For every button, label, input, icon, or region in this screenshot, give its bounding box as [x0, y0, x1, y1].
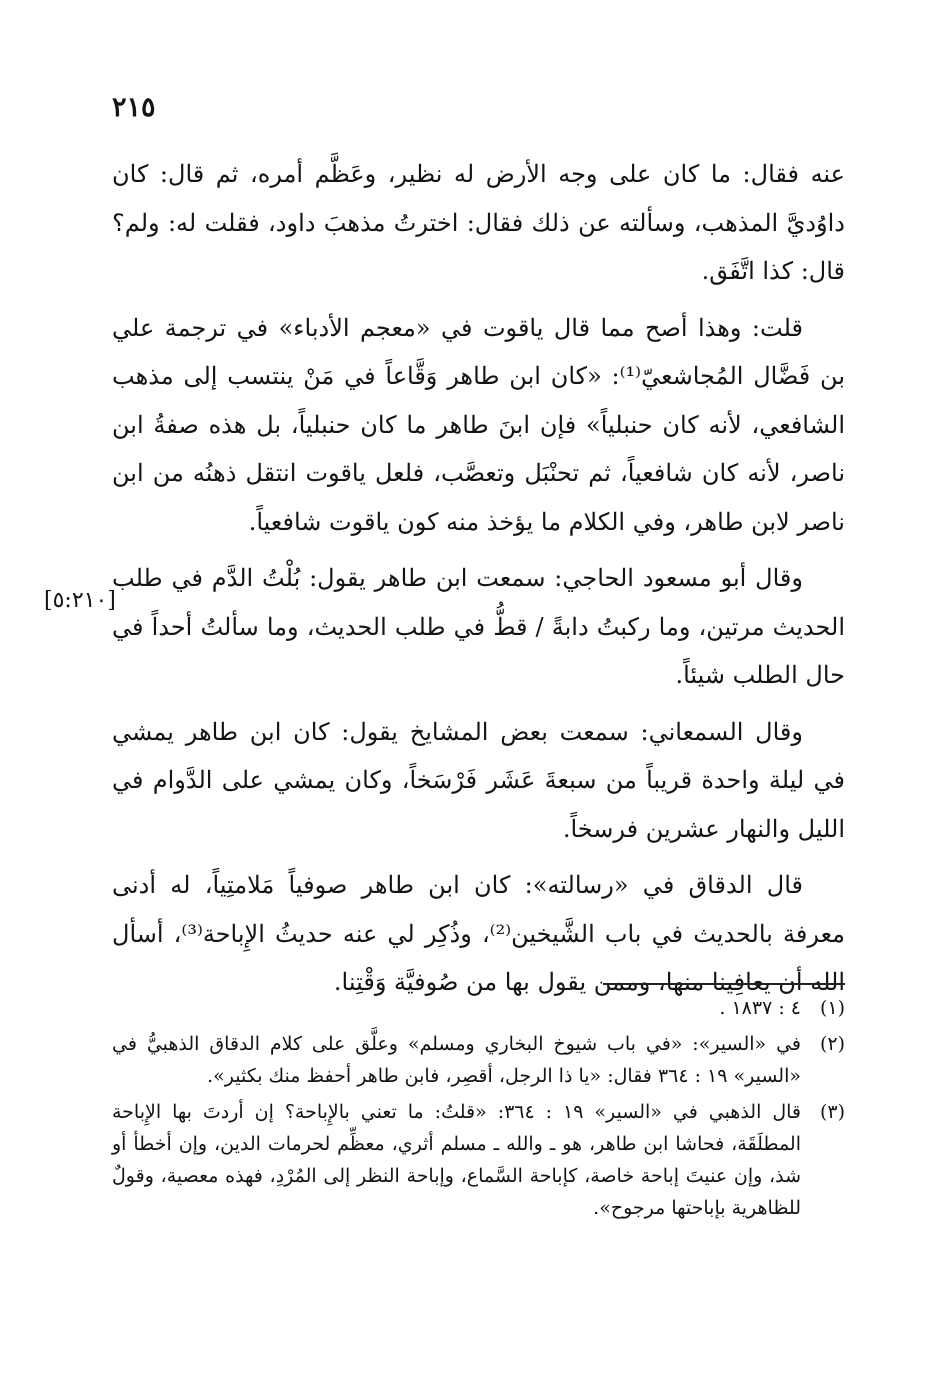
footnote	[112, 1096, 845, 1224]
footnotes	[112, 992, 845, 1228]
paragraph: عنه فقال: ما كان على وجه الأرض له نظير، وعَظَّم أمره، ثم قال: كان داوُديَّ المذهب، وسألته عن ذلك فقال: اخترتُ مذهبَ داود، فقلت له: ولم؟ قال: كذا اتَّفَق.	[112, 160, 845, 285]
footnote-text: في «السير»: «في باب شيوخ البخاري ومسلم» وعلَّق على كلام الدقاق الذهبيُّ في «السير» ١٩ : ٣٦٤ فقال: «يا ذا الرجل، أقصِر، فابن طاهر أحفظ منك بكثير».	[112, 1033, 801, 1087]
footnote-text: قال الذهبي في «السير» ١٩ : ٣٦٤: «قلتُ: ما تعني بالإِباحة؟ إن أردتَ بها الإِباحة المطلَقَة، فحاشا ابن طاهر، هو ـ والله ـ مسلم أثري، معظِّم لحرمات الدين، وإن أخطأ أو شذ، وإن عنيتَ إباحة خاصة، كإباحة السَّماع، وإباحة النظر إلى المُرْدِ، فهذه معصية، وقولٌ للظاهرية بإباحتها مرجوح».	[112, 1101, 802, 1219]
footnote	[112, 992, 845, 1024]
footnote-divider	[603, 983, 845, 985]
margin-reference: [٥:٢١٠]	[44, 588, 116, 613]
main-text	[112, 150, 845, 1015]
paragraph: قال الدقاق في «رسالته»: كان ابن طاهر صوفياً مَلامتِياً، له أدنى معرفة بالحديث في باب الشَّيخين⁽²⁾، وذُكِر لي عنه حديثُ الإِباحة⁽³⁾، أسأل الله أن يعافِينا منها، وممن يقول بها من صُوفيَّة وَقْتِنا.	[112, 871, 845, 996]
footnote-text: ٤ : ١٨٣٧ .	[719, 997, 801, 1019]
paragraph: وقال أبو مسعود الحاجي: سمعت ابن طاهر يقول: بُلْتُ الدَّم في طلب الحديث مرتين، وما ركبتُ دابةً / قطُّ في طلب الحديث، وما سألتُ أحداً في حال الطلب شيئاً.	[112, 564, 845, 689]
footnote	[112, 1028, 845, 1092]
footnote-number: (٣)	[819, 1101, 845, 1123]
footnote-number: (١)	[819, 997, 845, 1019]
paragraph: قلت: وهذا أصح مما قال ياقوت في «معجم الأدباء» في ترجمة علي بن فَضَّال المُجاشعيّ⁽¹⁾: «كان ابن طاهر وَقَّاعاً في مَنْ ينتسب إلى مذهب الشافعي، لأنه كان حنبلياً» فإن ابنَ طاهر ما كان حنبلياً، بل هذه صفةُ ابن ناصر، لأنه كان شافعياً، ثم تحنْبَل وتعصَّب، فلعل ياقوت انتقل ذهنُه من ابن ناصر لابن طاهر، وفي الكلام ما يؤخذ منه كون ياقوت شافعياً.	[112, 313, 846, 536]
paragraph: وقال السمعاني: سمعت بعض المشايخ يقول: كان ابن طاهر يمشي في ليلة واحدة قريباً من سبعةَ عَشَر فَرْسَخاً، وكان يمشي على الدَّوام في الليل والنهار عشرين فرسخاً.	[112, 717, 845, 843]
page-number: ٢١٥	[112, 92, 156, 123]
footnote-number: (٢)	[819, 1033, 845, 1055]
